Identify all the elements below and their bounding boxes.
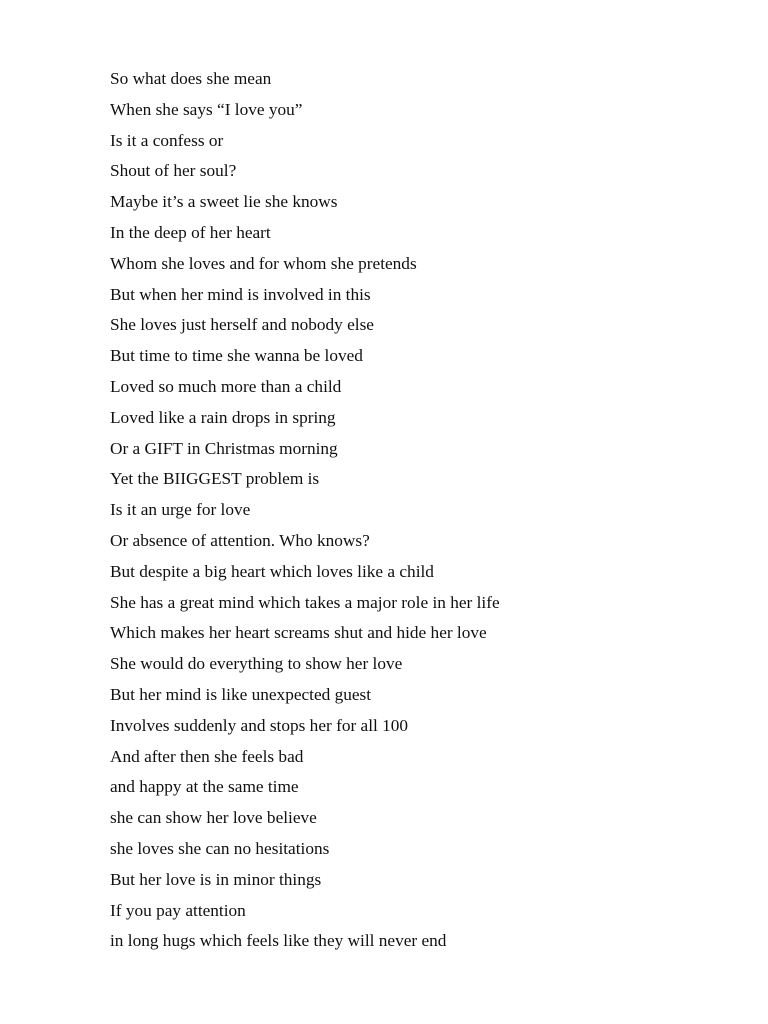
poem-line: Loved like a rain drops in spring [110, 407, 336, 427]
poem-body [110, 67, 500, 960]
poem-line: Loved so much more than a child [110, 376, 342, 396]
poem-line: When she says “I love you” [110, 99, 303, 119]
poem-line: she loves she can no hesitations [110, 838, 330, 858]
poem-line: In the deep of her heart [110, 222, 271, 242]
poem-line: She would do everything to show her love [110, 654, 403, 674]
poem-line: She loves just herself and nobody else [110, 315, 374, 335]
poem-line: Which makes her heart screams shut and hide her love [110, 623, 487, 643]
poem-line: Or absence of attention. Who knows? [110, 530, 370, 550]
poem-line: But despite a big heart which loves like a child [110, 561, 434, 581]
poem-line: Is it a confess or [110, 130, 224, 150]
poem-line: She has a great mind which takes a major role in her life [110, 592, 500, 612]
poem-line: But when her mind is involved in this [110, 284, 371, 304]
poem-line: But her love is in minor things [110, 869, 322, 889]
poem-line: So what does she mean [110, 69, 272, 88]
poem-line: Yet the BIIGGEST problem is [110, 469, 320, 489]
poem-line: If you pay attention [110, 900, 246, 920]
poem-line: in long hugs which feels like they will never end [110, 931, 447, 951]
poem-line: Shout of her soul? [110, 161, 237, 181]
poem-line: But her mind is like unexpected guest [110, 684, 372, 704]
poem-line: and happy at the same time [110, 777, 299, 797]
poem-line: And after then she feels bad [110, 746, 304, 766]
poem-line: she can show her love believe [110, 808, 317, 828]
poem-line: Or a GIFT in Christmas morning [110, 438, 338, 458]
poem-line: Maybe it’s a sweet lie she knows [110, 192, 338, 212]
poem-line: Whom she loves and for whom she pretends [110, 253, 417, 273]
poem-line: But time to time she wanna be loved [110, 346, 363, 366]
poem-line: Is it an urge for love [110, 500, 251, 520]
poem-line: Involves suddenly and stops her for all 100 [110, 715, 409, 735]
